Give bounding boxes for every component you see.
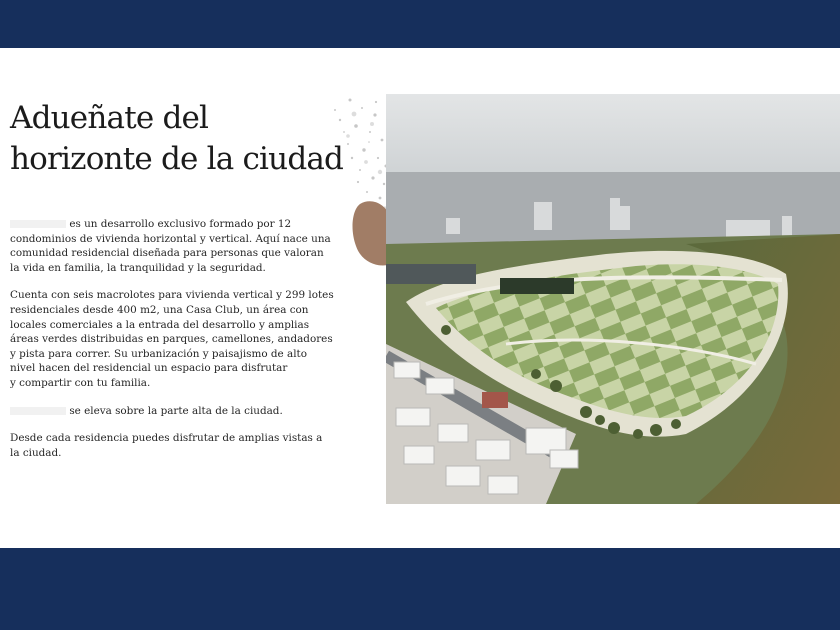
paragraph-amenities-text: Cuenta con seis macrolotes para vivienda vertical y 299 lotes residenciales desde 400 m2, una Casa Club, un área con locales comerciales a la entrada del desarrollo y amplias áreas verdes distribuidas en parques, camellones, andadores y pista para correr. Su urbanización y paisajismo de alto nivel hacen del residencial un espacio para disfrutar [10, 289, 334, 375]
paragraph-views: Desde cada residencia puedes disfrutar de amplias vistas a la ciudad. [10, 432, 323, 459]
aerial-development-image [386, 94, 840, 504]
body-copy [10, 217, 335, 473]
page-headline [10, 98, 370, 180]
footer-band [0, 548, 840, 630]
paragraph-location [10, 404, 335, 419]
paragraph-location-text: se eleva sobre la parte alta de la ciudad. [69, 404, 283, 417]
paragraph-amenities-end: y compartir con tu familia. [10, 376, 151, 389]
header-band [0, 0, 840, 48]
headline-line-2: horizonte de la ciudad [10, 141, 344, 177]
redacted-name [10, 220, 66, 228]
redacted-name [10, 407, 66, 415]
headline-line-1: Adueñate del [10, 100, 209, 136]
paragraph-intro-text: es un desarrollo exclusivo formado por 12 condominios de vivienda horizontal y vertical. Aquí nace una comunidad residencial diseñada para personas que valoran la vida en familia, la tranquilidad y la seguridad. [10, 218, 331, 274]
paragraph-amenities [10, 288, 335, 390]
paragraph-intro [10, 217, 335, 275]
